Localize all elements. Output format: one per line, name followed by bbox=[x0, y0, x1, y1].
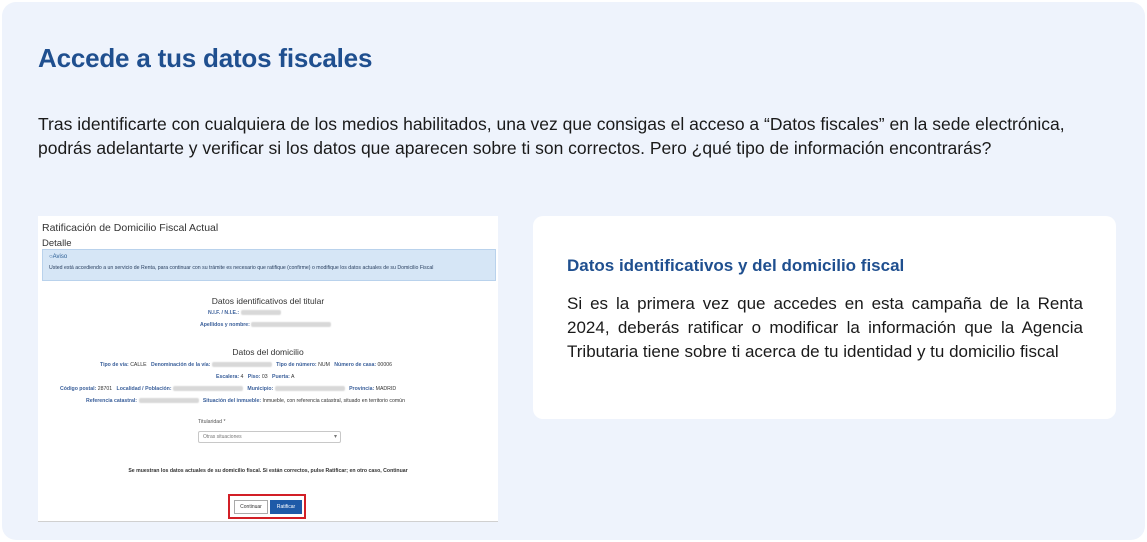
address-section-title: Datos del domicilio bbox=[232, 347, 304, 357]
name-label: Apellidos y nombre: bbox=[200, 322, 250, 328]
nif-label: N.I.F. / N.I.E.: bbox=[208, 310, 240, 316]
notice-alert bbox=[42, 249, 496, 281]
info-card bbox=[533, 216, 1116, 419]
ratify-note: Se muestran los datos actuales de su domicilio fiscal. Si están correctos, pulse Ratificar; en otro caso, Continuar bbox=[128, 468, 408, 474]
page-title: Accede a tus datos fiscales bbox=[38, 43, 373, 73]
screenshot-detail: Detalle bbox=[42, 238, 72, 249]
content-panel bbox=[2, 2, 1145, 540]
notice-alert-head: ○ Aviso bbox=[49, 254, 67, 260]
ratify-button[interactable]: Ratificar bbox=[270, 500, 302, 514]
address-row-2: Escalera: 4 Piso: 03 Puerta: A bbox=[216, 374, 295, 380]
address-row-3: Código postal: 28701 Localidad / Población: Municipio: Provincia: MADRID bbox=[60, 386, 397, 392]
intro-paragraph: Tras identificarte con cualquiera de los medios habilitados, una vez que consigas el acceso a “Datos fiscales” en la sede electrónica, podrás adelantarte y verificar si los datos que aparecen sobre ti son correctos. Pero ¿qué tipo de información encontrarás? bbox=[38, 114, 1065, 158]
info-card-text: Si es la primera vez que accedes en esta campaña de la Renta 2024, deberás ratificar o modificar la información que la Agencia Tributaria tiene sobre ti acerca de tu identidad y tu domicilio fiscal bbox=[567, 294, 1083, 361]
notice-alert-text: Usted está accediendo a un servicio de Renta, para continuar con su trámite es necesario que ratifique (confirme) o modifique los datos actuales de su Domicilio Fiscal bbox=[49, 265, 434, 271]
ownership-label: Titularidad * bbox=[198, 419, 226, 425]
example-screenshot bbox=[38, 216, 498, 522]
info-card-title: Datos identificativos y del domicilio fiscal bbox=[567, 256, 905, 275]
continue-button[interactable]: Continuar bbox=[234, 500, 268, 514]
screenshot-title: Ratificación de Domicilio Fiscal Actual bbox=[42, 222, 219, 234]
address-row-1: Tipo de vía: CALLE Denominación de la vía: Tipo de número: NUM Número de casa: 00006 bbox=[100, 362, 392, 368]
ownership-select[interactable]: Otras situaciones ▾ bbox=[198, 431, 341, 443]
address-row-4: Referencia catastral: Situación del inmueble: Inmueble, con referencia catastral, situado en territorio común bbox=[86, 398, 405, 404]
owner-section-title: Datos identificativos del titular bbox=[211, 296, 325, 306]
nif-row bbox=[208, 310, 281, 316]
name-row bbox=[200, 322, 331, 328]
highlighted-buttons bbox=[228, 494, 306, 519]
